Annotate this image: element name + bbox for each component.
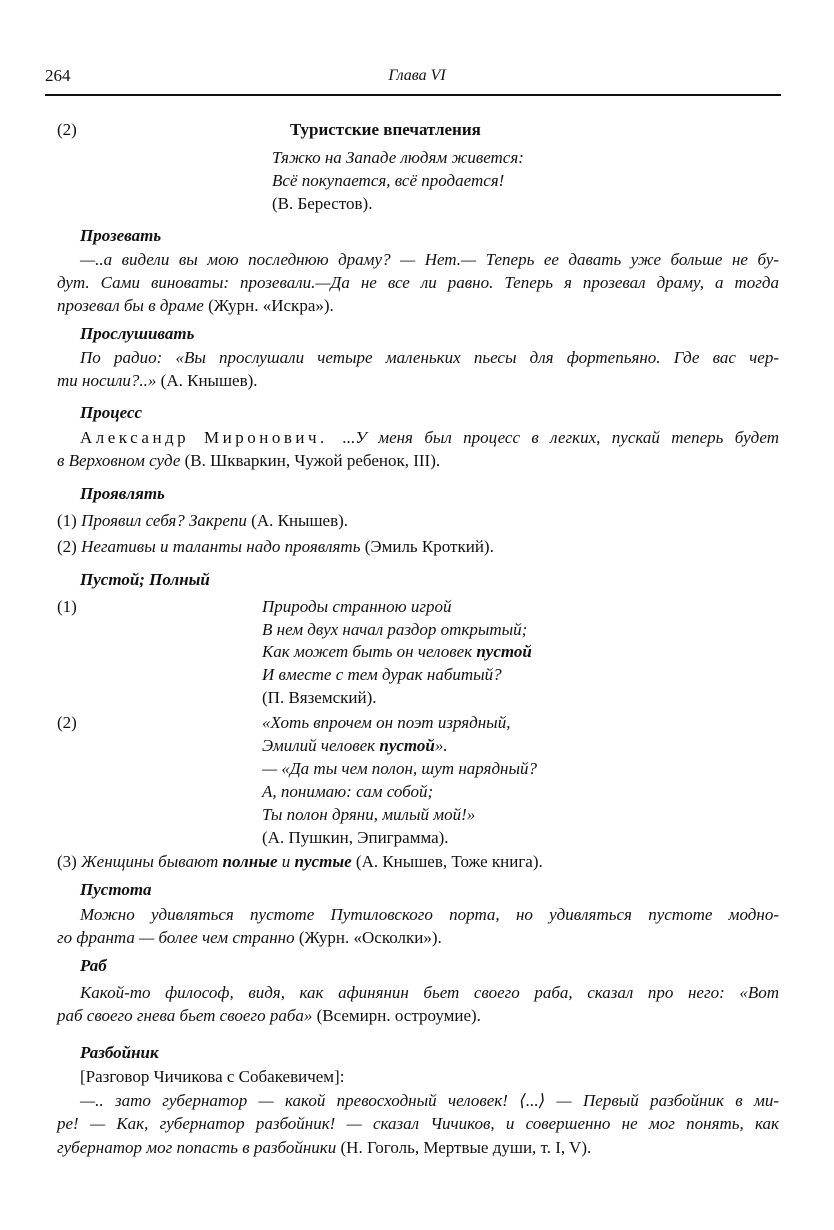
text-segment: В нем двух начал раздор открытый; bbox=[262, 620, 528, 639]
text-segment: А, понимаю: сам собой; bbox=[262, 782, 434, 801]
text-segment: (Журн. «Искра»). bbox=[208, 296, 334, 315]
poem-line bbox=[262, 759, 537, 779]
poem-line bbox=[262, 782, 433, 802]
item-number bbox=[57, 713, 77, 733]
poem-line bbox=[262, 642, 532, 662]
text-segment: Тяжко на Западе людям живется: bbox=[272, 148, 524, 167]
text-segment: Прозевать bbox=[80, 226, 162, 245]
text-segment: Можно удивляться пустоте Путиловского порта, но удивляться пустоте модно- bbox=[80, 905, 779, 924]
text-segment: (А. Пушкин, Эпиграмма). bbox=[262, 828, 449, 847]
poem-line bbox=[262, 805, 475, 825]
poem-line bbox=[262, 620, 527, 640]
text-segment: (1) bbox=[57, 597, 77, 616]
poem-line bbox=[262, 713, 510, 733]
poem-attribution bbox=[262, 688, 377, 708]
entry-text bbox=[57, 1006, 481, 1026]
text-segment: Александр Миронович. bbox=[80, 428, 343, 447]
text-segment: Какой-то философ, видя, как афинянин бьет своего раба, сказал про него: «Вот bbox=[80, 983, 779, 1002]
entry-text bbox=[57, 296, 334, 316]
entry-text bbox=[80, 348, 779, 368]
text-segment: Эмилий человек bbox=[262, 736, 380, 755]
poem-line bbox=[262, 597, 451, 617]
running-header: Глава VI bbox=[388, 67, 446, 84]
entry-text bbox=[57, 852, 543, 872]
text-segment: Процесс bbox=[80, 403, 143, 422]
poem-line bbox=[272, 171, 504, 191]
text-segment: (Эмиль Кроткий). bbox=[364, 537, 494, 556]
entry-text bbox=[57, 273, 779, 293]
entry-text bbox=[80, 905, 779, 925]
text-segment: —.. зато губернатор — какой превосходный человек! ⟨...⟩ — Первый разбойник в ми- bbox=[80, 1091, 779, 1110]
text-segment: прозевал бы в драме bbox=[57, 296, 209, 315]
entry-heading bbox=[80, 324, 194, 344]
text-segment: ре! — Как, губернатор разбойник! — сказал Чичиков, и совершенно не мог понять, как bbox=[57, 1114, 779, 1133]
entry-text bbox=[57, 451, 440, 471]
text-segment: (3) bbox=[57, 852, 82, 871]
text-segment: Прослушивать bbox=[80, 324, 195, 343]
text-segment: (2) bbox=[57, 537, 82, 556]
item-number bbox=[57, 597, 77, 617]
entry-heading bbox=[80, 403, 142, 423]
text-segment: «Хоть впрочем он поэт изрядный, bbox=[262, 713, 511, 732]
poem-line bbox=[262, 665, 502, 685]
text-segment: пустой bbox=[476, 642, 532, 661]
text-segment: Всё покупается, всё продается! bbox=[272, 171, 505, 190]
text-segment: (А. Кнышев, Тоже книга). bbox=[351, 852, 543, 871]
text-segment: (А. Кнышев). bbox=[251, 511, 349, 530]
entry-heading bbox=[80, 226, 161, 246]
text-segment: ти носили?..» bbox=[57, 371, 161, 390]
text-segment: го франта — более чем странно bbox=[57, 928, 299, 947]
text-segment: Раб bbox=[80, 956, 107, 975]
text-segment: полные bbox=[222, 852, 278, 871]
entry-text bbox=[80, 983, 779, 1003]
header-rule bbox=[45, 94, 781, 96]
text-segment: пустые bbox=[294, 852, 352, 871]
text-segment: (Н. Гоголь, Мертвые души, т. I, V). bbox=[340, 1138, 592, 1157]
text-segment: Проявлять bbox=[80, 484, 165, 503]
text-segment: ». bbox=[434, 736, 448, 755]
entry-text bbox=[57, 928, 442, 948]
entry-heading bbox=[80, 1043, 159, 1063]
text-segment: Проявил себя? Закрепи bbox=[81, 511, 252, 530]
entry-text bbox=[80, 1067, 344, 1087]
entry-text bbox=[80, 1091, 779, 1111]
poem-attribution bbox=[272, 194, 372, 214]
page-number: 264 bbox=[45, 66, 71, 85]
poem-line bbox=[262, 736, 448, 756]
text-segment: Женщины бывают bbox=[81, 852, 223, 871]
poem-attribution bbox=[262, 828, 449, 848]
text-segment: Пустой; Полный bbox=[80, 570, 210, 589]
text-segment: —..а видели вы мою последнюю драму? — Нет.— Теперь ее давать уже больше не бу- bbox=[80, 250, 779, 269]
text-segment: дут. Сами виноваты: прозевали.—Да не все ли равно. Теперь я прозевал драму, а тогда bbox=[57, 273, 779, 292]
entry-heading bbox=[80, 880, 152, 900]
entry-text bbox=[57, 1138, 591, 1158]
text-segment: раб своего гнева бьет своего раба» bbox=[57, 1006, 317, 1025]
poem-title: Туристские впечатления bbox=[290, 120, 481, 139]
text-segment: Разбойник bbox=[80, 1043, 159, 1062]
entry-text bbox=[80, 428, 779, 448]
text-segment: (В. Шкваркин, Чужой ребенок, III). bbox=[184, 451, 441, 470]
entry-heading bbox=[80, 484, 165, 504]
text-segment: (Всемирн. остроумие). bbox=[316, 1006, 481, 1025]
text-segment: [Разговор Чичикова с Собакевичем]: bbox=[80, 1067, 345, 1086]
text-segment: (П. Вяземский). bbox=[262, 688, 377, 707]
text-segment: Ты полон дряни, милый мой!» bbox=[262, 805, 476, 824]
entry-text bbox=[57, 511, 348, 531]
entry-text bbox=[57, 371, 258, 391]
text-segment: Как может быть он человек bbox=[262, 642, 477, 661]
text-segment: (2) bbox=[57, 713, 77, 732]
text-segment: И вместе с тем дурак набитый? bbox=[262, 665, 502, 684]
text-segment: в Верховном суде bbox=[57, 451, 185, 470]
text-segment: (Журн. «Осколки»). bbox=[298, 928, 442, 947]
text-segment: По радио: «Вы прослушали четыре маленьких пьесы для фортепьяно. Где вас чер- bbox=[80, 348, 779, 367]
text-segment: Пустота bbox=[80, 880, 152, 899]
text-segment: (1) bbox=[57, 511, 82, 530]
text-segment: и bbox=[277, 852, 295, 871]
text-segment: Негативы и таланты надо проявлять bbox=[81, 537, 365, 556]
text-segment: пустой bbox=[379, 736, 435, 755]
entry-text bbox=[80, 250, 779, 270]
text-segment: — «Да ты чем полон, шут нарядный? bbox=[262, 759, 537, 778]
text-segment: (В. Берестов). bbox=[272, 194, 373, 213]
entry-text bbox=[57, 1114, 779, 1134]
text-segment: Природы странною игрой bbox=[262, 597, 452, 616]
poem-line bbox=[272, 148, 524, 168]
text-segment: ...У меня был процесс в легких, пускай теперь будет bbox=[342, 428, 779, 447]
entry-heading bbox=[80, 956, 107, 976]
item-number: (2) bbox=[57, 120, 77, 139]
entry-text bbox=[57, 537, 494, 557]
text-segment: (А. Кнышев). bbox=[160, 371, 258, 390]
text-segment: губернатор мог попасть в разбойники bbox=[57, 1138, 341, 1157]
entry-heading bbox=[80, 570, 210, 590]
